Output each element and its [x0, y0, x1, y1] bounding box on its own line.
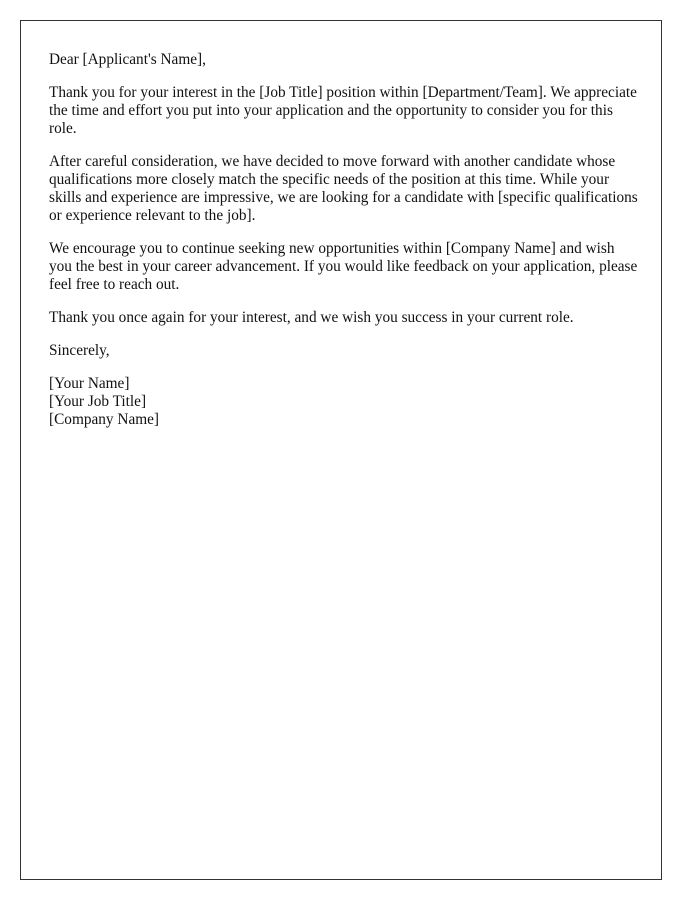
paragraph-decision: After careful consideration, we have decided to move forward with another candidate whose qualifications more closely match the specific needs of the position at this time. While your skills and experience are impressive, we are looking for a candidate with [specific qualifications or experience relevant to the job].	[49, 153, 638, 224]
signature-company: [Company Name]	[49, 411, 160, 428]
salutation: Dear [Applicant's Name],	[49, 51, 206, 68]
signature-job-title: [Your Job Title]	[49, 393, 147, 410]
paragraph-encouragement: We encourage you to continue seeking new opportunities within [Company Name] and wish you the best in your career advancement. If you would like feedback on your application, please feel free to reach out.	[49, 240, 638, 293]
letter-body	[49, 51, 639, 429]
letter-page	[20, 20, 662, 880]
paragraph-interest: Thank you for your interest in the [Job Title] position within [Department/Team]. We appreciate the time and effort you put into your application and the opportunity to consider you for this role.	[49, 84, 637, 137]
paragraph-thanks: Thank you once again for your interest, and we wish you success in your current role.	[49, 309, 574, 326]
closing: Sincerely,	[49, 342, 110, 359]
signature-name: [Your Name]	[49, 375, 130, 392]
signature-block	[49, 375, 639, 429]
